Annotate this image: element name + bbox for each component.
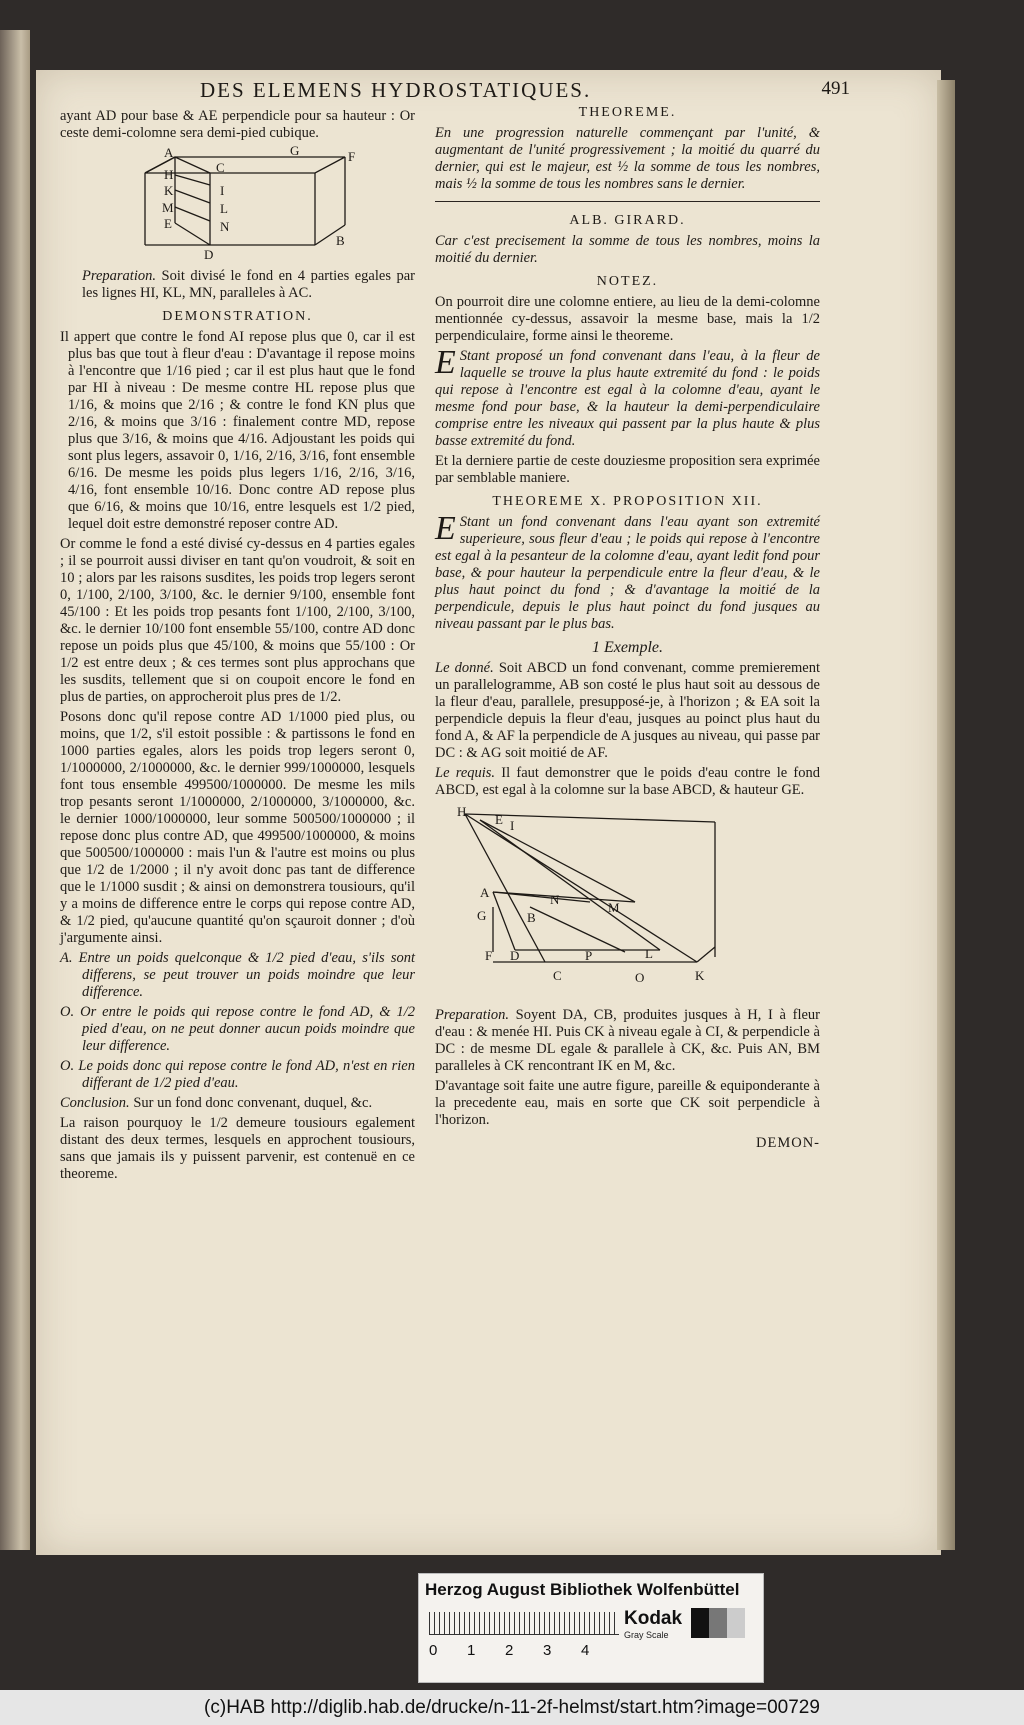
right-column — [435, 98, 820, 1152]
closing-paragraph: La raison pourquoy le 1/2 demeure tousiours egalement distant des deux termes, lesquels en approchent tousiours, sans que jamais ils y puissent parvenir, est contenuë en ce theoreme. — [60, 1115, 415, 1182]
figure-inclined-base — [435, 802, 820, 1002]
syllogism-minor-text: Or entre le poids qui repose contre le fond AD, & 1/2 pied d'eau, on ne peut donner aucun poids moindre que leur difference. — [80, 1004, 415, 1054]
preparation-label: Preparation. — [82, 268, 156, 284]
fig2-label-F: F — [485, 948, 493, 963]
demonstration-paragraph-2: Or comme le fond a esté divisé cy-dessus en 4 parties egales ; il se pourroit aussi diviser en tant qu'on voudroit, & soit en 10 ; alors par les raisons susdites, les poids trop legers seront 0, 1/100, 2/100, 3/100, &c. le dernier 9/100, ensemble font 45/100 : Et les poids trop pesants font 1/100, 2/100, 3/100, &c. le dernier 10/100 font ensemble 55/100, contre AD donc repose un poids plus que 45/100, & moins que 55/100 : Or 1/2 est entre deux ; & ces termes sont plus approchans que les susdits, tellement que si on coupoit encore le fond en plus de parties, on approcheroit plus pres de 1/2. — [60, 536, 415, 705]
enunciation-text: Stant proposé un fond convenant dans l'eau, à la fleur de laquelle se trouve la plus haute extremité du fond : le poids qui repose à l'encontre est egal à la colomne d'eau, ayant le mesme fond pour base, & la hauteur la demi-perpendiculaire comprise entre les niveaux qui passent par la plus haute & plus basse extremité du fond. — [435, 348, 820, 449]
proposition-text: Stant un fond convenant dans l'eau ayant son extremité superieure, sous fleur d'eau ; le poids qui repose à l'encontre est egal à la pesanteur de la colomne d'eau, ayant ledit fond pour base, & pour hauteur la perpendicule entre la fleur d'eau, & le plus haut poinct du fond ; & d'avantage la moitié de la perpendicule, depuis le plus haut poinct du fond jusques au niveau passant par le plus bas. — [435, 514, 820, 632]
scale-numbers — [429, 1642, 619, 1659]
kodak-logo: Kodak — [624, 1608, 683, 1629]
left-column — [60, 108, 415, 1186]
fig1-label-M: M — [162, 200, 174, 215]
fig2-label-C: C — [553, 968, 562, 983]
scale-number-4: 4 — [581, 1642, 590, 1659]
syllogism-minor-label: O. — [60, 1004, 75, 1020]
fig1-label-E: E — [164, 216, 172, 231]
davantage-paragraph: D'avantage soit faite une autre figure, pareille & equiponderante à la precedente eau, mais en sorte que CK soit perpendicle à l'horizon. — [435, 1078, 820, 1128]
donne-text: Soit ABCD un fond convenant, comme premierement un parallelogramme, AB son costé le plus haut soit au dessous de la fleur d'eau, parallele, presupposé-je, à l'horizon ; & EA soit la perpendicle depuis la fleur d'eau, jusques au poinct plus haut du fond A, & AF la perpendicle de A jusques au niveau, qui passe par DC : & AG soit moitié de AF. — [435, 660, 821, 761]
fig1-label-I: I — [220, 183, 225, 198]
scale-number-0: 0 — [429, 1642, 438, 1659]
fig1-label-C: C — [216, 160, 225, 175]
scale-ruler — [429, 1612, 619, 1635]
intro-text: ayant AD pour base & AE perpendicle pour sa hauteur : Or ceste demi-colomne sera demi-pied cubique. — [60, 108, 415, 141]
theoreme-heading: THEOREME. — [578, 105, 677, 120]
demonstration-heading: DEMONSTRATION. — [162, 309, 313, 324]
library-name: Herzog August Bibliothek Wolfenbüttel — [425, 1580, 740, 1599]
syllogism-major-label: A. — [60, 950, 73, 966]
scale-number-3: 3 — [543, 1642, 552, 1659]
syllogism-minor — [60, 1004, 415, 1055]
fig2-label-L: L — [645, 946, 653, 961]
fig2-label-I: I — [510, 818, 515, 833]
section-rule — [435, 201, 820, 202]
notez-heading: NOTEZ. — [596, 274, 659, 289]
header-title: DES ELEMENS HYDROSTATIQUES. — [200, 78, 592, 102]
conclusion-text: Sur un fond donc convenant, duquel, &c. — [133, 1095, 373, 1111]
syllogism-major — [60, 950, 415, 1001]
fig2-label-B: B — [527, 910, 536, 925]
figure-prism — [60, 145, 415, 263]
theoreme-text: En une progression naturelle commençant par l'unité, & augmentant de l'unité progressivement ; la moitié du quarré du dernier, qui est le majeur, est ½ la somme de tous les nombres, mais ½ la somme de tous les nombres sans le dernier. — [435, 125, 820, 192]
preparation2-paragraph — [435, 1007, 820, 1075]
notez-text: On pourroit dire une colomne entiere, au lieu de la demi-colomne mentionnée cy-dessus, assavoir la mesme base, mais la 1/2 perpendiculaire, forme ainsi le theoreme. — [435, 294, 820, 344]
gray-patch-mid — [709, 1608, 727, 1638]
enunciation-paragraph — [435, 344, 820, 450]
preparation-paragraph — [60, 268, 415, 302]
fig2-label-K: K — [695, 968, 705, 983]
fig2-label-D: D — [510, 948, 520, 963]
gray-patch-light — [727, 1608, 745, 1638]
page-edge-shade — [937, 80, 955, 1550]
preparation2-text: Soyent DA, CB, produites jusques à H, I à fleur d'eau : & menée HI. Puis CK à niveau egale à CI, & perpendicle à DC : de mesme DL egale & parallele à CK, &c. Puis AN, BM paralleles à CK rencontrant IK en M, &c. — [435, 1007, 820, 1074]
requis-label: Le requis. — [435, 765, 496, 781]
derniere-paragraph: Et la derniere partie de ceste douziesme proposition sera exprimée par semblable maniere. — [435, 453, 820, 486]
fig2-label-H: H — [457, 804, 467, 819]
fig1-label-F: F — [348, 149, 356, 164]
fig1-label-D: D — [204, 247, 214, 262]
fig1-label-N: N — [220, 219, 230, 234]
fig2-label-N: N — [550, 892, 560, 907]
gray-scale-label: Gray Scale — [624, 1630, 669, 1640]
fig1-label-G: G — [290, 145, 300, 158]
syllogism-conclusion-text: Le poids donc qui repose contre le fond AD, n'est en rien differant de 1/2 pied d'eau. — [78, 1058, 415, 1091]
syllogism-major-text: Entre un poids quelconque & 1/2 pied d'eau, s'ils sont differens, se peut trouver un poids moindre que leur difference. — [78, 950, 416, 1000]
preparation-text: Soit divisé le fond en 4 parties egales par les lignes HI, KL, MN, paralleles à AC. — [82, 268, 415, 301]
conclusion-paragraph — [60, 1095, 415, 1112]
fig2-label-A: A — [480, 885, 490, 900]
footer-credit: (c)HAB http://diglib.hab.de/drucke/n-11-2f-helmst/start.htm?image=00729 — [0, 1690, 1024, 1725]
preparation2-label: Preparation. — [435, 1007, 509, 1023]
gray-patch-black — [691, 1608, 709, 1638]
exemple-heading: 1 Exemple. — [591, 639, 664, 656]
fig2-label-E: E — [495, 812, 503, 827]
fig1-label-A: A — [164, 145, 174, 160]
proposition-heading: THEOREME X. PROPOSITION XII. — [492, 494, 763, 509]
fig1-label-K: K — [164, 183, 174, 198]
page-number: 491 — [821, 78, 850, 99]
donne-paragraph — [435, 660, 820, 762]
fig1-label-H: H — [164, 167, 174, 182]
fig2-label-O: O — [635, 970, 645, 985]
fig2-label-P: P — [585, 948, 593, 963]
dropcap-e-2: E — [435, 510, 456, 547]
syllogism-conclusion — [60, 1058, 415, 1092]
demonstration-paragraph-1: Il appert que contre le fond AI repose plus que 0, car il est plus bas que tout à fleur d'eau : D'avantage il repose moins à l'encontre que 1/16 pied ; car il est plus haut que le fond par HI à niveau : De mesme contre HL repose plus que 1/16, & moins que 2/16 ; & contre le fond KN plus que 2/16, & moins que 3/16 : finalement contre MD, repose plus que 3/16, & moins que 4/16. Adjoustant les poids qui sont plus legers, assavoir 0, 1/16, 2/16, 3/16, font ensemble 6/16. De mesme les poids plus legers 1/16, 2/16, 3/16, 4/16, font ensemble 10/16. Donc contre AD repose plus que 6/16, & moins que 10/16, entre lesquels est 1/2 pied, lequel doit estre demonstré reposer contre AD. — [60, 329, 415, 532]
dropcap-e: E — [435, 344, 456, 381]
requis-paragraph — [435, 765, 820, 799]
color-calibration-card — [418, 1573, 764, 1683]
demonstration-paragraph-3: Posons donc qu'il repose contre AD 1/1000 pied plus, ou moins, que 1/2, s'il estoit possible : & partissons le fond en 1000 parties egales, alors les poids trop legers seront 0, 1/1000000, 2/1000000, &c. le dernier 999/1000000, lesquels font tous ensemble 499500/1000000. De mesme les mils trop pesants seront 1/1000000, 2/1000000, 3/1000000, &c. le dernier 1000/1000000, leur somme 500500/1000000 ; il repose donc plus contre AD, que 499500/1000000, & moins que 500500/1000000 : mais l'un & l'autre est moins ou plus que 1/2 de 1/2000 ; il n'y avoit donc pas tant de difference que le 1/1000 susdit ; & ainsi on demonstrera tousiours, qu'il y a moins de difference entre le corps qui repose contre AD, & 1/2 pied, qu'aucune quantité qu'on sçauroit donner ; d'où j'argumente ainsi. — [60, 709, 415, 946]
girard-text: Car c'est precisement la somme de tous les nombres, moins la moitié du dernier. — [435, 233, 820, 266]
catchword: DEMON- — [756, 1135, 820, 1151]
girard-heading: ALB. GIRARD. — [569, 213, 686, 228]
scale-number-2: 2 — [505, 1642, 514, 1659]
book-left-edge — [0, 30, 30, 1550]
fig1-label-L: L — [220, 201, 228, 216]
fig1-label-B: B — [336, 233, 345, 248]
scale-number-1: 1 — [467, 1642, 476, 1659]
donne-label: Le donné. — [435, 660, 494, 676]
proposition-paragraph — [435, 510, 820, 633]
syllogism-conclusion-label: O. — [60, 1058, 75, 1074]
requis-text: Il faut demonstrer que le poids d'eau contre le fond ABCD, est egal à la colomne sur la base ABCD, & hauteur GE. — [435, 765, 820, 798]
fig2-label-G: G — [477, 908, 487, 923]
fig2-label-M: M — [608, 900, 620, 915]
conclusion-label: Conclusion. — [60, 1095, 130, 1111]
